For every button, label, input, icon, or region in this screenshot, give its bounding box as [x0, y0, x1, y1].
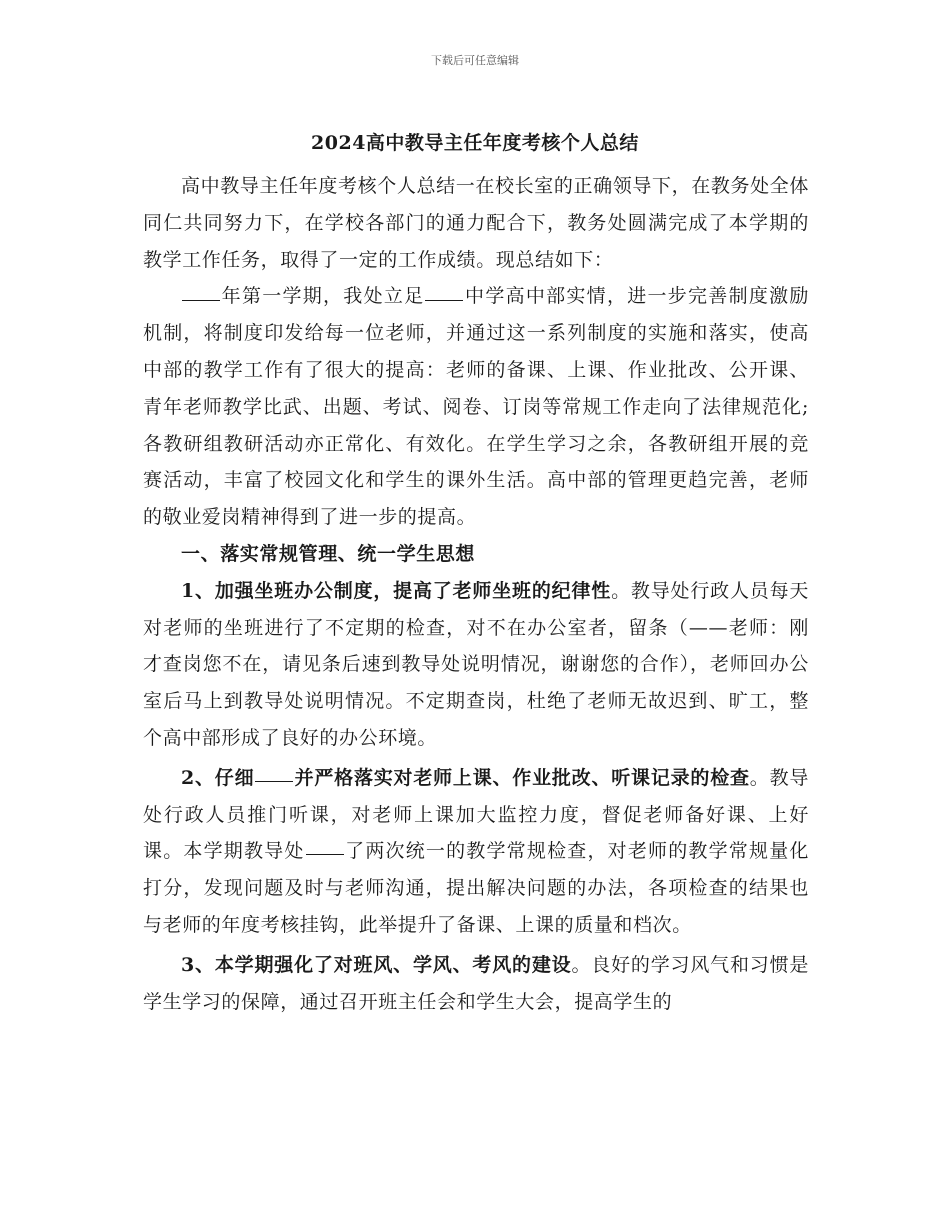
item-2-text-b: 了两次统一的教学常规检查，对老师的教学常规量化打分，发现问题及时与老师沟通，提出解决问题的办法，各项检查的结果也与老师的年度考核挂钩，此举提升了备课、上课的质量和档次。: [143, 840, 809, 936]
item-1-paragraph: [143, 573, 809, 757]
overview-text-a: 年第一学期，我处立足: [221, 285, 425, 308]
intro-paragraph: 高中教导主任年度考核个人总结一在校长室的正确领导下，在教务处全体同仁共同努力下，在学校各部门的通力配合下，教务处圆满完成了本学期的教学工作任务，取得了一定的工作成绩。现总结如下：: [143, 175, 809, 271]
item-2-heading-a: 2、仔细: [181, 766, 255, 789]
item-2-paragraph: [143, 760, 809, 944]
overview-text-b: 中学高中部实情，进一步完善制度激励机制，将制度印发给每一位老师，并通过这一系列制度的实施和落实，使高中部的教学工作有了很大的提高：老师的备课、上课、作业批改、公开课、青年老师教学比武、出题、考试、阅卷、订岗等常规工作走向了法律规范化;各教研组教研活动亦正常化、有效化。在学生学习之余，各教研组开展的竞赛活动，丰富了校园文化和学生的课外生活。高中部的管理更趋完善，老师的敬业爱岗精神得到了进一步的提高。: [143, 285, 809, 529]
document-body: [143, 168, 809, 1020]
item-3-heading: 3、本学期强化了对班风、学风、考风的建设: [181, 953, 572, 976]
fill-blank: [255, 780, 293, 782]
fill-blank: [182, 299, 220, 301]
item-3-text: 。良好的学习风气和习惯是学生学习的保障，通过召开班主任会和学生大会，提高学生的: [143, 953, 809, 1013]
item-2-text-a: 。教导处行政人员推门听课，对老师上课加大监控力度，督促老师备好课、上好课。本学期教导处: [143, 766, 809, 863]
item-3-paragraph: [143, 947, 809, 1021]
overview-paragraph: [143, 278, 809, 536]
fill-blank: [306, 853, 344, 855]
section-heading: 一、落实常规管理、统一学生思想: [181, 542, 476, 565]
header-note: 下载后可任意编辑: [431, 54, 519, 67]
fill-blank: [425, 299, 463, 301]
item-1-text: 。教导处行政人员每天对老师的坐班进行了不定期的检查，对不在办公室者，留条（——老师：刚才查岗您不在，请见条后速到教导处说明情况，谢谢您的合作），老师回办公室后马上到教导处说明情况。不定期查岗，杜绝了老师无故迟到、旷工，整个高中部形成了良好的办公环境。: [143, 579, 809, 749]
item-1-heading: 1、加强坐班办公制度，提高了老师坐班的纪律性: [181, 579, 612, 602]
item-2-heading-b: 并严格落实对老师上课、作业批改、听课记录的检查: [294, 766, 750, 789]
document-title: 2024高中教导主任年度考核个人总结: [311, 132, 639, 154]
